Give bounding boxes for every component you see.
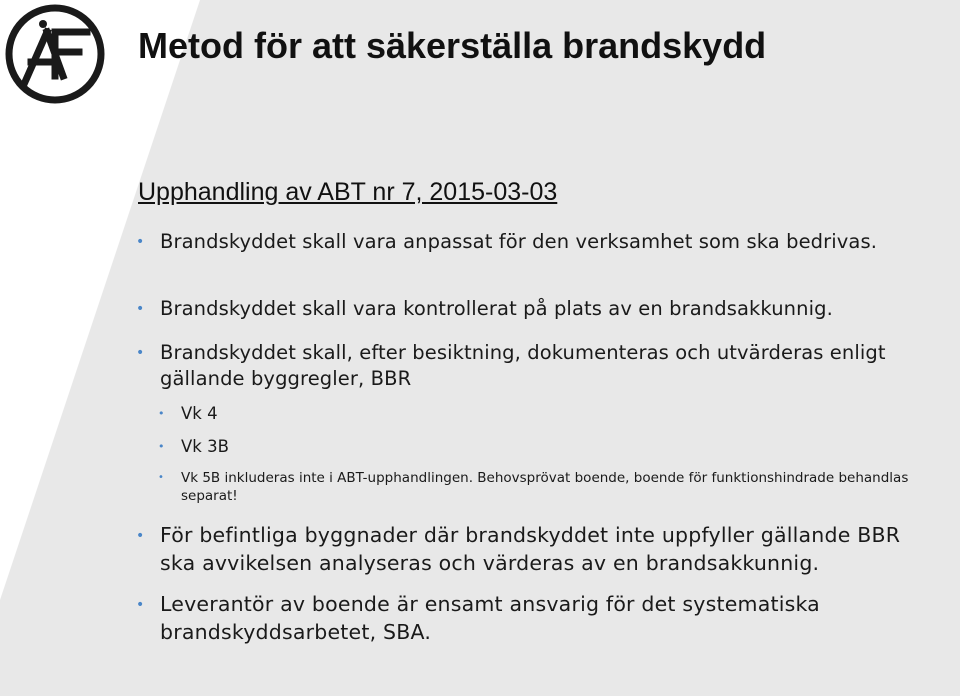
- bullet-item: • För befintliga byggnader där brandskyddet inte uppfyller gällande BBR ska avvikelsen analyseras och värderas av en brandsakkunnig.: [160, 521, 930, 577]
- bullet-item: • Brandskyddet skall vara anpassat för den verksamhet som ska bedrivas.: [160, 229, 880, 255]
- bullet-item: • Leverantör av boende är ensamt ansvarig för det systematiska brandskyddsarbetet, SBA.: [160, 590, 930, 646]
- sub-bullet-item: • Vk 3B: [181, 436, 229, 458]
- page-title: Metod för att säkerställa brandskydd: [138, 25, 767, 66]
- sub-bullet-item: • Vk 4: [181, 403, 218, 425]
- bullet-item: • Brandskyddet skall vara kontrollerat på plats av en brandsakkunnig.: [160, 296, 920, 322]
- section-subtitle: Upphandling av ABT nr 7, 2015-03-03: [138, 178, 558, 206]
- note-bullet: • Vk 5B inkluderas inte i ABT-upphandlingen. Behovsprövat boende, boende för funktionshindrade behandlas separat!: [181, 469, 921, 505]
- bullet-item: • Brandskyddet skall, efter besiktning, dokumenteras och utvärderas enligt gällande byggregler, BBR: [160, 340, 930, 392]
- af-logo-icon: [5, 4, 105, 104]
